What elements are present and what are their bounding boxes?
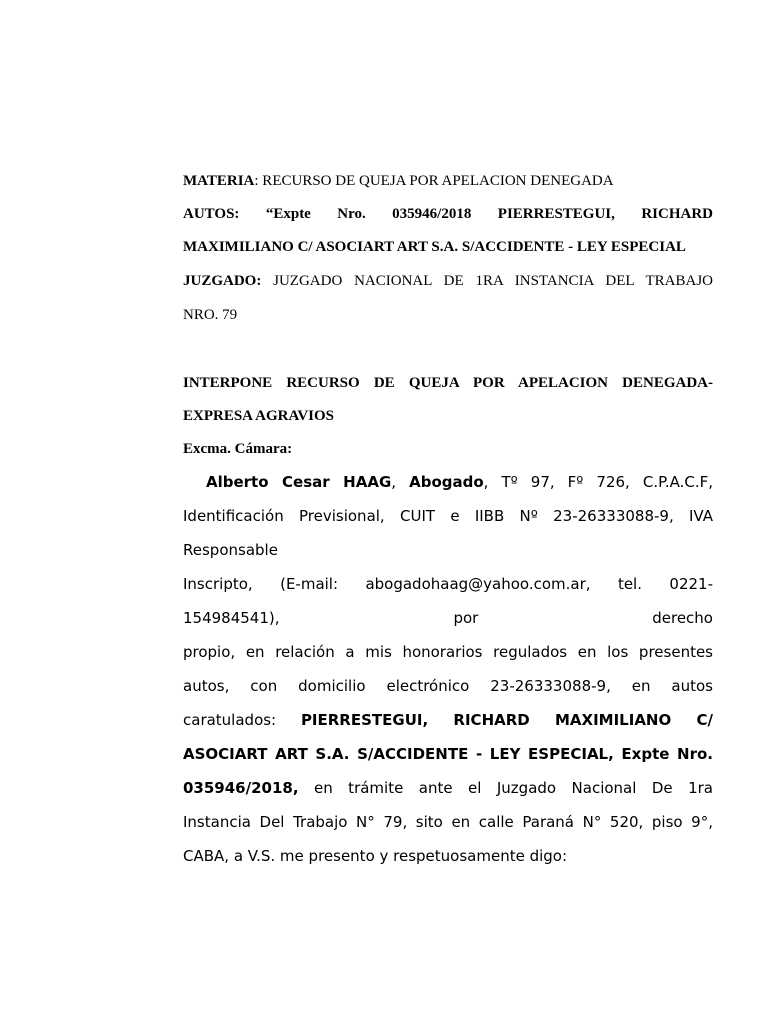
- comma: ,: [391, 473, 397, 491]
- body-line-8: [183, 710, 713, 730]
- body-line-1: [183, 472, 713, 492]
- case-parties: PIERRESTEGUI, RICHARD MAXIMILIANO C/: [300, 711, 713, 729]
- juzgado-line-2: NRO. 79: [183, 307, 238, 323]
- lawyer-name: Alberto Cesar HAAG: [206, 473, 392, 491]
- juzgado-label: JUZGADO:: [183, 273, 262, 289]
- materia-line: [183, 171, 713, 191]
- caratulados-label: caratulados:: [183, 711, 277, 729]
- lawyer-registration: , Tº 97, Fº 726, C.P.A.C.F,: [483, 473, 713, 491]
- materia-label: MATERIA: [183, 173, 255, 189]
- body-line-12: CABA, a V.S. me presento y respetuosamente digo:: [183, 847, 568, 865]
- autos-expte: “Expte Nro. 035946/2018: [265, 206, 472, 222]
- body-line-7: autos, con domicilio electrónico 23-26333088-9, en autos: [183, 677, 713, 695]
- body-line-9: ASOCIART ART S.A. S/ACCIDENTE - LEY ESPECIAL, Expte Nro.: [183, 745, 713, 763]
- body-line-5: 154984541), por derecho: [183, 609, 713, 627]
- body-line-4: Inscripto, (E-mail: abogadohaag@yahoo.com.ar, tel. 0221-: [183, 575, 713, 593]
- juzgado-value: JUZGADO NACIONAL DE 1RA INSTANCIA DEL TRABAJO: [273, 273, 713, 289]
- section-title-line-2: EXPRESA AGRAVIOS: [183, 408, 335, 424]
- autos-line-2: MAXIMILIANO C/ ASOCIART ART S.A. S/ACCIDENTE - LEY ESPECIAL: [183, 239, 686, 255]
- lawyer-profession: Abogado: [409, 473, 484, 491]
- case-number: 035946/2018,: [183, 779, 299, 797]
- autos-line-1: [183, 204, 713, 224]
- section-title-line-1: INTERPONE RECURSO DE QUEJA POR APELACION DENEGADA-: [183, 375, 713, 391]
- body-line-3: Responsable: [183, 541, 278, 559]
- juzgado-line-1: [183, 271, 713, 291]
- materia-value: : RECURSO DE QUEJA POR APELACION DENEGADA: [254, 173, 614, 189]
- body-line-11: Instancia Del Trabajo N° 79, sito en calle Paraná N° 520, piso 9°,: [183, 813, 713, 831]
- autos-parties: PIERRESTEGUI, RICHARD: [497, 206, 713, 222]
- court-text: en trámite ante el Juzgado Nacional De 1ra: [314, 779, 713, 797]
- body-line-2: Identificación Previsional, CUIT e IIBB Nº 23-26333088-9, IVA: [183, 507, 713, 525]
- body-line-10: [183, 778, 713, 798]
- autos-label: AUTOS:: [183, 206, 240, 222]
- body-line-6: propio, en relación a mis honorarios regulados en los presentes: [183, 643, 713, 661]
- salutation: Excma. Cámara:: [183, 441, 293, 457]
